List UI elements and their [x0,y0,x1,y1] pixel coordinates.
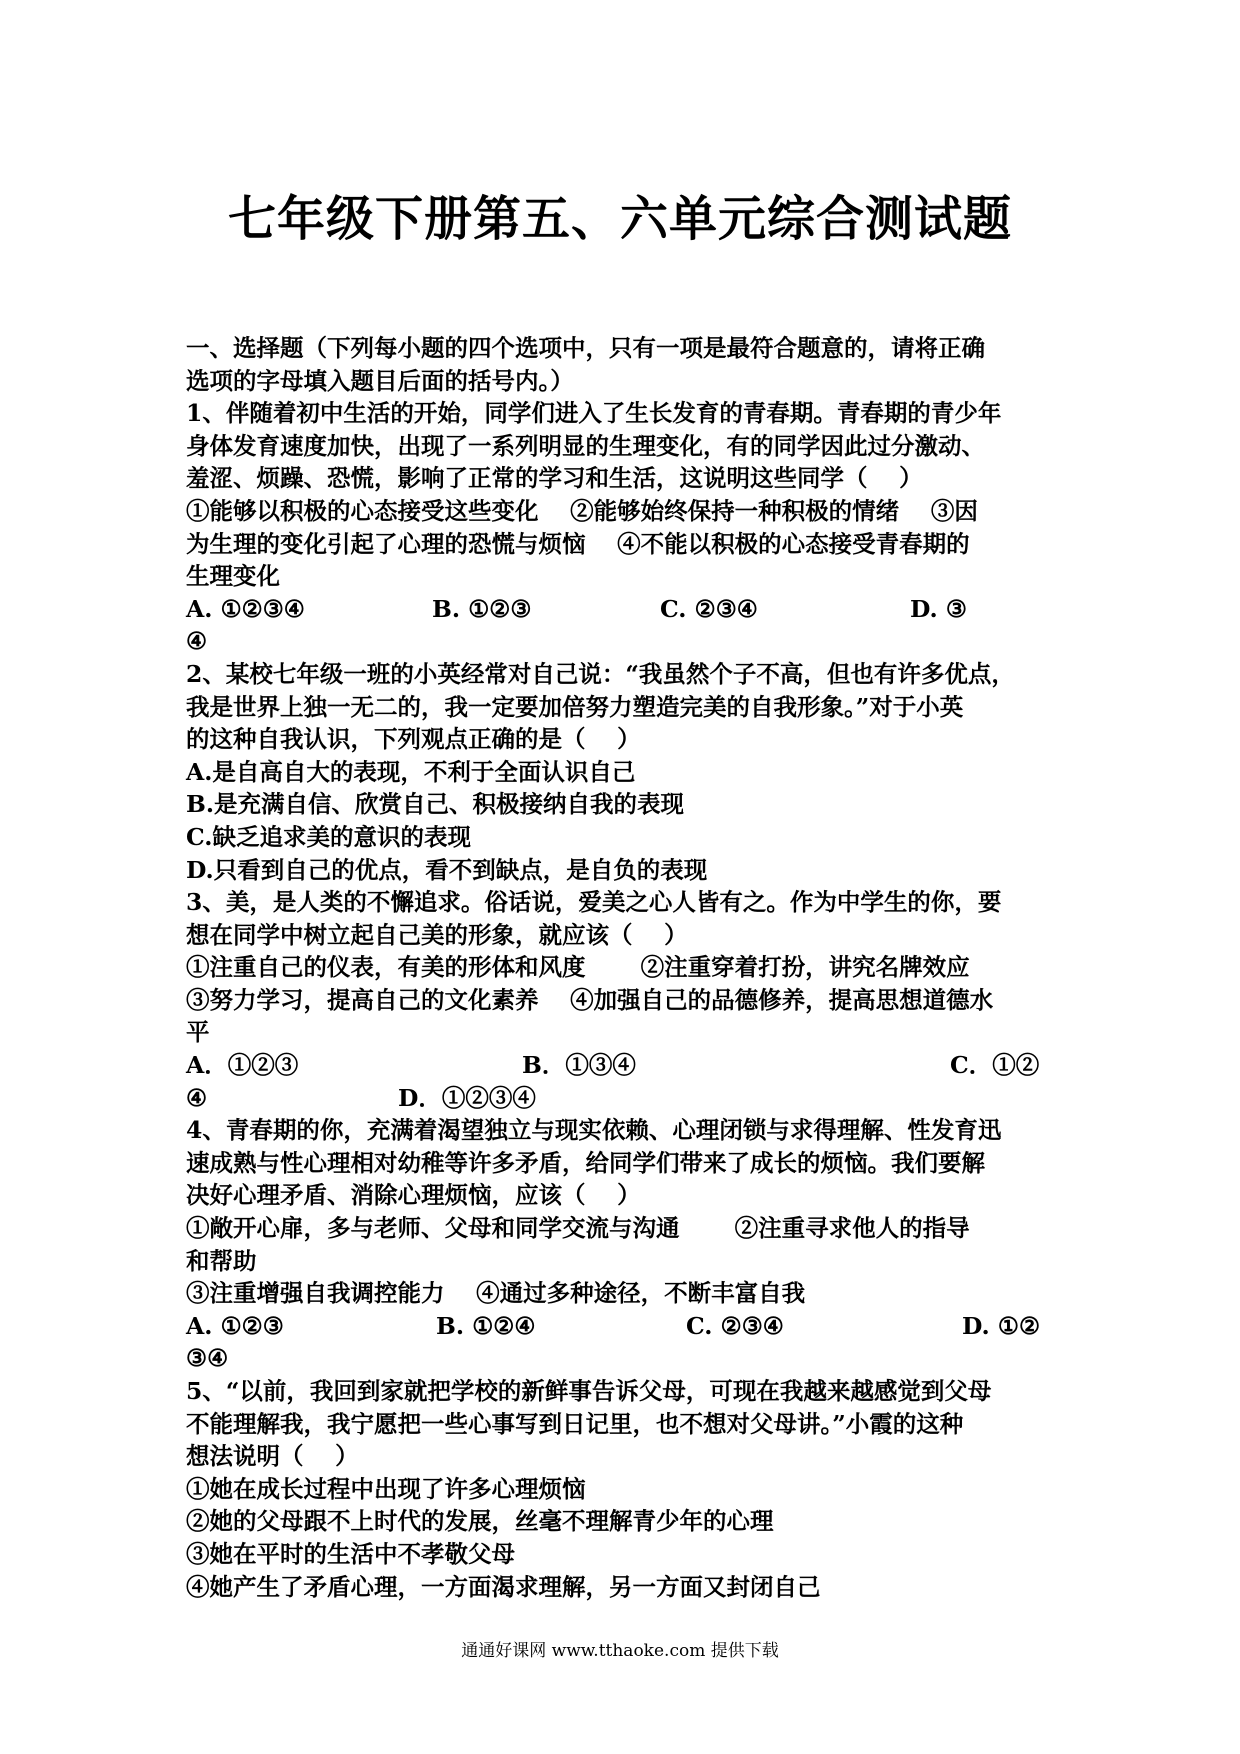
q2-stem-line: 的这种自我认识，下列观点正确的是（ ） [186,725,641,754]
q5-stem-line: 不能理解我，我宁愿把一些心事写到日记里，也不想对父母讲。”小霞的这种 [186,1409,964,1438]
q1-options-row [186,593,1056,626]
q2-stem-line: 2、某校七年级一班的小英经常对自己说：“我虽然个子不高，但也有许多优点， [186,659,1015,688]
q1-option-c: C. ②③④ [660,594,758,623]
q1-stem-line: 身体发育速度加快，出现了一系列明显的生理变化，有的同学因此过分激动、 [186,431,985,460]
q4-stem-line: 决好心理矛盾、消除心理烦恼，应该（ ） [186,1181,641,1210]
q1-option-a: A. ①②③④ [186,594,305,623]
q5-statement-line: ④她产生了矛盾心理，一方面渴求理解，另一方面又封闭自己 [186,1572,821,1601]
q5-stem-line: 5、“以前，我回到家就把学校的新鲜事告诉父母，可现在我越来越感觉到父母 [186,1377,992,1405]
page-title: 七年级下册第五、六单元综合测试题 [227,191,1012,247]
q1-stem-line: 1、伴随着初中生活的开始，同学们进入了生长发育的青春期。青春期的青少年 [186,399,1002,428]
q1-statement-line: 生理变化 [186,562,280,591]
q4-statement-line: ①敞开心扉，多与老师、父母和同学交流与沟通 ②注重寻求他人的指导 [186,1214,970,1243]
q1-statement-line: ①能够以积极的心态接受这些变化 ②能够始终保持一种积极的情绪 ③因 [186,496,978,525]
q2-option-d: D.只看到自己的优点，看不到缺点，是自负的表现 [186,855,708,884]
q3-options-row [186,1049,1056,1082]
q3-option-b: B．①③④ [522,1051,636,1080]
section-intro-line: 选项的字母填入题目后面的括号内。） [186,366,574,395]
q2-option-a: A.是自高自大的表现，不利于全面认识自己 [186,757,636,786]
q1-option-d-wrap: ④ [186,627,208,656]
q5-statement-line: ③她在平时的生活中不孝敬父母 [186,1539,515,1568]
q4-options-row [186,1310,1056,1343]
q1-stem-line: 羞涩、烦躁、恐慌，影响了正常的学习和生活，这说明这些同学（ ） [186,464,923,493]
q5-statement-line: ①她在成长过程中出现了许多心理烦恼 [186,1474,586,1503]
q4-stem-line: 4、青春期的你，充满着渴望独立与现实依赖、心理闭锁与求得理解、性发育迅 [186,1116,1002,1145]
q5-stem-line: 想法说明（ ） [186,1442,359,1471]
q3-stem-line: 想在同学中树立起自己美的形象，就应该（ ） [186,920,688,949]
q4-option-d: D. ①② [962,1311,1041,1340]
q4-stem-line: 速成熟与性心理相对幼稚等许多矛盾，给同学们带来了成长的烦恼。我们要解 [186,1148,985,1177]
q3-option-d: D．①②③④ [398,1083,536,1112]
q3-statement-line: 平 [186,1018,210,1047]
q1-option-b: B. ①②③ [432,594,532,623]
q4-option-b: B. ①②④ [436,1311,536,1340]
q1-statement-line: 为生理的变化引起了心理的恐慌与烦恼 ④不能以积极的心态接受青春期的 [186,529,970,558]
q4-option-d-wrap: ③④ [186,1344,229,1373]
q3-stem-line: 3、美，是人类的不懈追求。俗话说，爱美之心人皆有之。作为中学生的你，要 [186,888,1002,917]
q3-statement-line: ③努力学习，提高自己的文化素养 ④加强自己的品德修养，提高思想道德水 [186,985,994,1014]
q4-statement-line: 和帮助 [186,1246,257,1275]
q3-option-c-wrap: ④ [186,1083,208,1112]
footer-download-note: 通通好课网 www.tthaoke.com 提供下载 [461,1641,779,1661]
q4-option-a: A. ①②③ [186,1311,284,1340]
q5-statement-line: ②她的父母跟不上时代的发展，丝毫不理解青少年的心理 [186,1507,774,1536]
q1-option-d: D. ③ [910,594,967,623]
q4-statement-line: ③注重增强自我调控能力 ④通过多种途径，不断丰富自我 [186,1279,806,1308]
q2-option-b: B.是充满自信、欣赏自己、积极接纳自我的表现 [186,790,685,819]
q3-option-a: A．①②③ [186,1051,299,1080]
q3-option-c: C．①② [950,1051,1040,1080]
exam-body [186,332,1056,1603]
q4-option-c: C. ②③④ [686,1311,784,1340]
q3-options-row-wrap [186,1082,1056,1115]
q3-statement-line: ①注重自己的仪表，有美的形体和风度 ②注重穿着打扮，讲究名牌效应 [186,953,970,982]
q2-option-c: C.缺乏追求美的意识的表现 [186,822,471,851]
section-intro-line: 一、选择题（下列每小题的四个选项中，只有一项是最符合题意的，请将正确 [186,334,985,362]
q2-stem-line: 我是世界上独一无二的，我一定要加倍努力塑造完美的自我形象。”对于小英 [186,692,964,721]
